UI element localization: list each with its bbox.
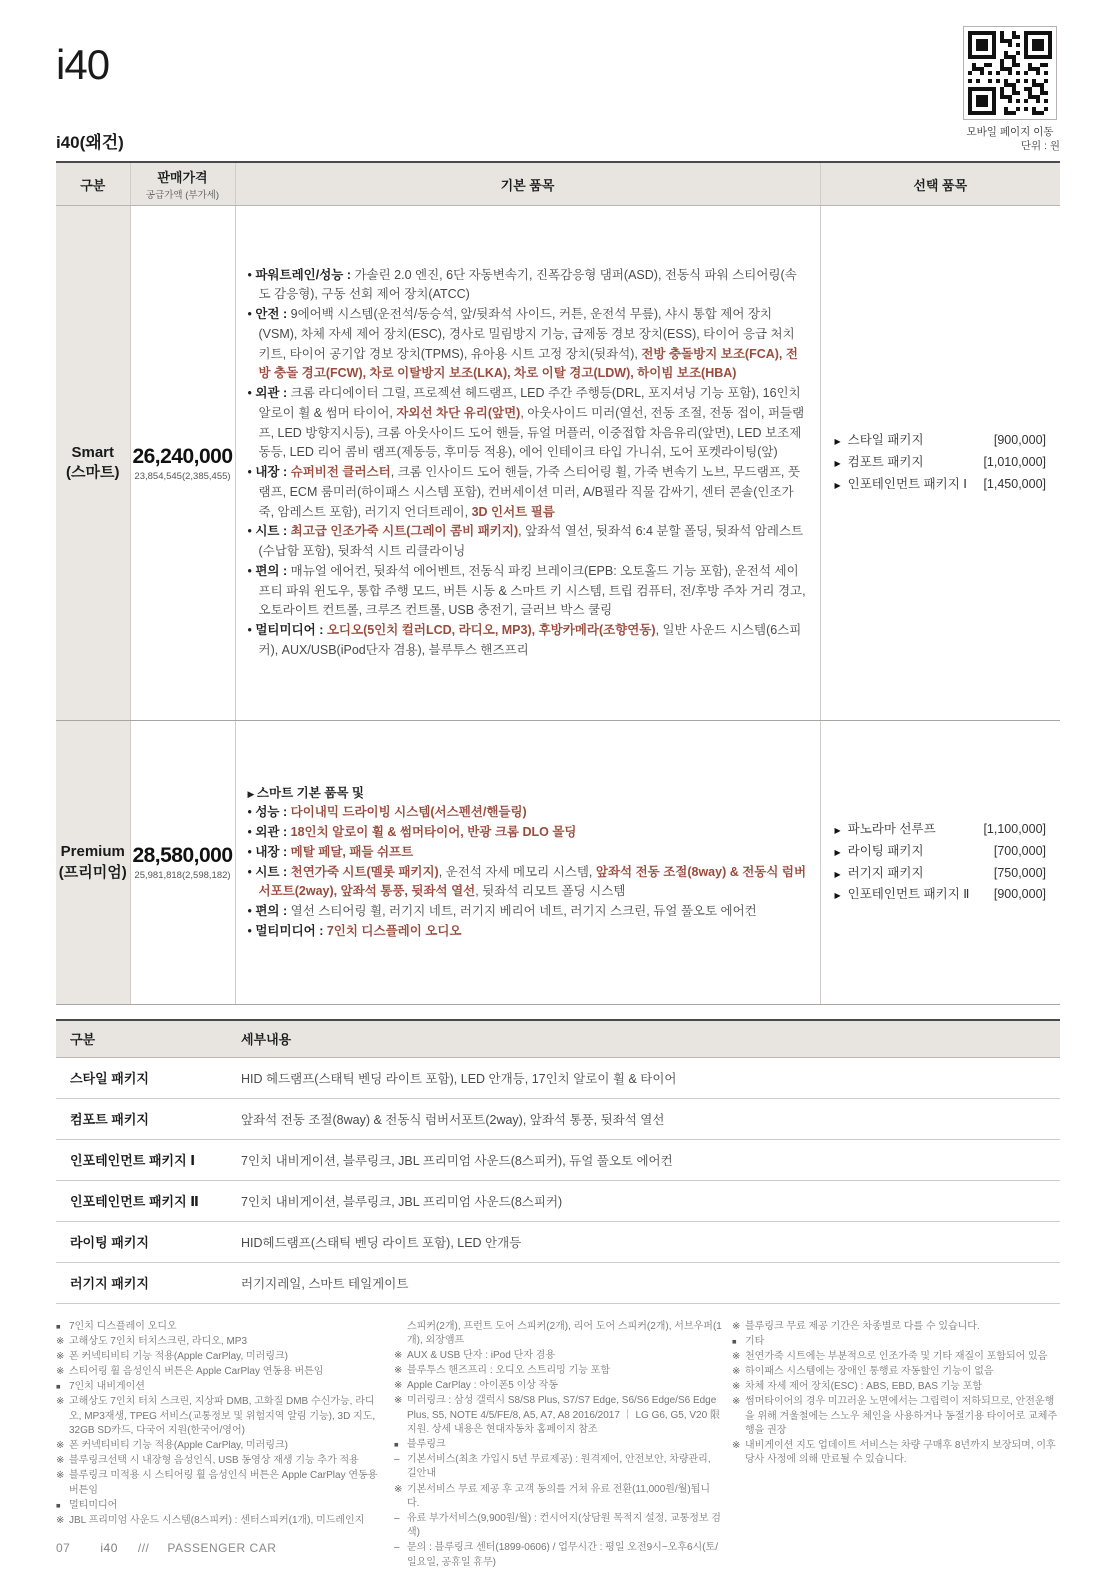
sub-header-row <box>56 128 1060 153</box>
footnote-item <box>394 1364 722 1378</box>
feature-label: 시트 : <box>255 864 291 879</box>
option-price: [700,000] <box>993 843 1046 858</box>
footnote-marker: ■ <box>732 1336 737 1346</box>
header-price <box>130 162 235 206</box>
package-detail-row <box>56 1098 1060 1139</box>
package-detail-row <box>56 1221 1060 1262</box>
triangle-bullet-icon: ▶ <box>834 825 841 835</box>
feature-text: 7인치 디스플레이 오디오 <box>326 923 462 938</box>
footnote-item <box>56 1499 384 1513</box>
footnote-text: 7인치 내비게이션 <box>69 1381 145 1393</box>
price-table <box>56 161 1060 1005</box>
footnote-item <box>56 1335 384 1349</box>
feature-item <box>248 621 808 661</box>
footnote-item <box>56 1365 384 1379</box>
footnote-text: 기본서비스 무료 제공 후 고객 동의를 거쳐 유료 전환(11,000원/월)됩니다. <box>407 1483 711 1509</box>
footnote-text: 블루링크 <box>407 1439 446 1450</box>
footnote-marker: ※ <box>56 1440 65 1451</box>
detail-table-header-row <box>56 1020 1060 1057</box>
option-price: [1,450,000] <box>983 476 1046 491</box>
footnote-marker: ※ <box>56 1350 65 1362</box>
feature-item <box>248 305 808 384</box>
footnote-marker: ※ <box>56 1470 65 1482</box>
trim-price-cell <box>130 721 235 1005</box>
feature-label: 내장 : <box>255 465 291 479</box>
footnote-marker: ※ <box>732 1366 741 1378</box>
qr-caption: 모바일 페이지 이동 <box>966 126 1054 138</box>
page-footer <box>56 1541 276 1555</box>
footnote-text: 하이패스 시스템에는 장애인 통행료 자동할인 기능이 없음 <box>745 1366 994 1378</box>
trim-name-cell <box>56 206 130 721</box>
feature-item <box>248 266 808 306</box>
feature-text: 최고급 인조가죽 시트(그레이 콤비 패키지) <box>290 524 519 539</box>
option-item <box>835 841 1047 863</box>
feature-label: 파워트레인/성능 : <box>255 267 355 282</box>
feature-text: 가솔린 2.0 엔진, 6단 자동변속기, 진폭감응형 댐퍼(ASD), 전동식 파워 스티어링(속도 감응형), 구동 선회 제어 장치(ATCC) <box>258 267 797 302</box>
feature-item <box>248 522 808 562</box>
footer-category: PASSENGER CAR <box>167 1541 277 1555</box>
triangle-bullet-icon: ▶ <box>834 891 841 901</box>
qr-code <box>963 26 1057 120</box>
trim-price-supply: 25,981,818(2,598,182) <box>134 870 231 881</box>
trim-name-cell <box>56 721 130 1005</box>
option-price: [1,010,000] <box>983 455 1046 470</box>
package-detail-table <box>56 1019 1060 1304</box>
footer-model: i40 <box>100 1541 118 1555</box>
footnote-marker: ※ <box>56 1455 65 1467</box>
option-label: 컴포트 패키지 <box>847 455 924 470</box>
footnote-item <box>394 1512 722 1540</box>
footnote-text: 멀티미디어 <box>69 1499 118 1511</box>
footnote-item <box>732 1365 1060 1379</box>
option-label: 라이팅 패키지 <box>847 843 924 858</box>
trim-price-supply: 23,854,545(2,385,455) <box>134 470 231 482</box>
option-item <box>835 452 1047 474</box>
trim-price-cell <box>130 206 235 721</box>
feature-label: 시트 : <box>255 524 291 539</box>
footnote-item <box>56 1439 384 1453</box>
package-name: 인포테인먼트 패키지 Ⅱ <box>56 1180 240 1221</box>
option-label: 인포테인먼트 패키지 Ⅰ <box>847 476 967 491</box>
feature-item <box>248 562 808 621</box>
feature-item <box>248 863 808 903</box>
package-detail-row <box>56 1057 1060 1098</box>
feature-text: , 뒷좌석 리모트 폴딩 시스템 <box>475 884 626 899</box>
footer-slashes: /// <box>137 1541 150 1555</box>
footnote-text: 천연가죽 시트에는 부분적으로 인조가죽 및 기타 재질이 포함되어 있음 <box>745 1350 1048 1362</box>
footnote-text: 7인치 디스플레이 오디오 <box>69 1320 177 1332</box>
feature-text: 천연가죽 시트(멜롯 패키지) <box>290 864 439 879</box>
footnote-item <box>56 1469 384 1497</box>
footnote-marker: ■ <box>56 1500 61 1510</box>
feature-label: 내장 : <box>255 844 291 859</box>
feature-item <box>248 902 808 922</box>
unit-label: 단위 : 원 <box>1020 140 1060 152</box>
feature-item <box>248 384 808 463</box>
option-label: 스타일 패키지 <box>847 433 924 448</box>
feature-label: 안전 : <box>255 307 291 321</box>
footnote-marker: ※ <box>732 1320 741 1332</box>
base-items-cell <box>235 721 820 1005</box>
footnote-text: 미러링크 : 삼성 갤럭시 S8/S8 Plus, S7/S7 Edge, S6/S6 Edge/S6 Edge Plus, S5, NOTE 4/5/FE/8, A5, A7, A8 2016/2017 ｜ LG G6, G5, V20 限 지원. 상세 내용은 현대자동차 홈페이지 참조 <box>407 1395 720 1435</box>
footnote-marker: ■ <box>56 1382 61 1392</box>
footnote-marker: ※ <box>732 1350 741 1362</box>
package-detail-row <box>56 1262 1060 1303</box>
package-detail: 앞좌석 전동 조절(8way) & 전동식 럼버서포트(2way), 앞좌석 통풍, 뒷좌석 열선 <box>240 1098 1060 1139</box>
detail-header-name: 구분 <box>56 1020 240 1057</box>
option-label: 러기지 패키지 <box>847 865 924 880</box>
trim-row <box>56 721 1060 1005</box>
option-price: [900,000] <box>993 887 1046 902</box>
option-item <box>835 819 1047 841</box>
footnote-item <box>394 1349 722 1363</box>
feature-text: 앞좌석 전동 조절(8way) & 전동식 럼버서포트(2way), 앞좌석 통풍, 뒷좌석 열선 <box>258 864 807 899</box>
base-items-intro-text: 스마트 기본 품목 및 <box>256 785 364 800</box>
footnote-marker: ※ <box>394 1483 403 1495</box>
header-trim: 구분 <box>56 162 130 206</box>
footnote-text: 블루링크선택 시 내장형 음성인식, USB 동영상 재생 기능 추가 적용 <box>69 1455 359 1467</box>
footnote-item <box>394 1541 722 1569</box>
triangle-bullet-icon: ▶ <box>247 788 257 799</box>
feature-text: 메탈 페달, 패들 쉬프트 <box>290 844 414 859</box>
package-name: 인포테인먼트 패키지 Ⅰ <box>56 1139 240 1180</box>
qr-code-icon <box>968 31 1052 115</box>
detail-header-detail: 세부내용 <box>240 1020 1060 1057</box>
feature-text: 3D 인서트 필름 <box>471 504 555 519</box>
footnote-text: 문의 : 블루링크 센터(1899-0606) / 업무시간 : 평일 오전9시~오후6시(토/일요일, 공휴일 휴무) <box>407 1542 718 1568</box>
header-base-items: 기본 품목 <box>235 162 820 206</box>
trim-name: Smart <box>71 443 115 461</box>
footnote-column <box>394 1320 722 1571</box>
feature-label: 성능 : <box>255 805 291 820</box>
feature-item <box>248 843 808 863</box>
footnote-text: 블루투스 핸즈프리 : 오디오 스트리밍 기능 포함 <box>407 1365 610 1377</box>
footnote-text: 유료 부가서비스(9,900원/월) : 컨시어지(상담원 목적지 설정, 교통정보 검색) <box>407 1512 721 1539</box>
package-name: 러기지 패키지 <box>56 1262 240 1303</box>
bullet-icon: • <box>247 563 256 578</box>
trim-price: 26,240,000 <box>132 444 233 468</box>
triangle-bullet-icon: ▶ <box>834 437 841 447</box>
feature-label: 외관 : <box>255 825 291 839</box>
optional-items-cell <box>820 206 1060 721</box>
footnote-text: 폰 커넥티비티 기능 적용(Apple CarPlay, 미러링크) <box>69 1350 288 1362</box>
feature-item <box>248 463 808 522</box>
base-items-intro <box>248 784 808 804</box>
footnote-text: 스피커(2개), 프런트 도어 스피커(2개), 리어 도어 스피커(2개), 서브우퍼(1개), 외장앰프 <box>407 1320 722 1346</box>
feature-item <box>248 922 808 942</box>
footnote-marker: – <box>394 1454 400 1466</box>
trim-name: Premium <box>60 843 125 861</box>
footnote-text: 기본서비스(최초 가입시 5년 무료제공) : 원격제어, 안전보안, 차량관리, 길안내 <box>407 1454 711 1480</box>
footnote-text: 폰 커넥티비티 기능 적용(Apple CarPlay, 미러링크) <box>69 1440 288 1451</box>
footnote-item <box>394 1320 722 1348</box>
price-table-header-row <box>56 162 1060 206</box>
package-name: 라이팅 패키지 <box>56 1221 240 1262</box>
trim-name-kr: (프리미엄) <box>58 863 127 881</box>
feature-label: 외관 : <box>255 386 291 400</box>
footnote-marker: ※ <box>56 1366 65 1378</box>
footnote-item <box>56 1320 384 1334</box>
package-detail: 7인치 내비게이션, 블루링크, JBL 프리미엄 사운드(8스피커), 듀얼 풀오토 에어컨 <box>240 1139 1060 1180</box>
optional-items-cell <box>820 721 1060 1005</box>
bullet-icon: • <box>247 825 256 839</box>
feature-text: 슈퍼비전 클러스터 <box>290 465 391 479</box>
footnote-item <box>394 1379 722 1393</box>
feature-text: 열선 스티어링 휠, 러기지 네트, 러기지 베리어 네트, 러기지 스크린, 듀얼 풀오토 에어컨 <box>290 904 757 918</box>
footnote-text: AUX & USB 단자 : iPod 단자 겸용 <box>407 1349 555 1361</box>
bullet-icon: • <box>247 923 256 938</box>
triangle-bullet-icon: ▶ <box>834 480 841 490</box>
trim-name-kr: (스마트) <box>66 464 120 481</box>
footnote-marker: ※ <box>732 1396 741 1408</box>
triangle-bullet-icon: ▶ <box>834 847 841 857</box>
footnote-item <box>394 1453 722 1481</box>
feature-label: 편의 : <box>255 563 291 578</box>
package-detail: HID 헤드램프(스태틱 벤딩 라이트 포함), LED 안개등, 17인치 알로이 휠 & 타이어 <box>240 1057 1060 1098</box>
feature-label: 편의 : <box>255 904 291 918</box>
footnote-item <box>732 1439 1060 1467</box>
trim-row <box>56 206 1060 721</box>
footnote-marker: ※ <box>394 1395 403 1407</box>
package-detail-row <box>56 1139 1060 1180</box>
footnote-text: JBL 프리미엄 사운드 시스템(8스피커) : 센터스피커(1개), 미드레인지 <box>69 1514 365 1526</box>
footnote-column <box>56 1320 384 1571</box>
feature-text: , 일반 사운드 시스템(6스피커), AUX/USB(iPod단자 겸용), 블루투스 핸즈프리 <box>258 623 802 657</box>
bullet-icon: • <box>247 386 256 400</box>
feature-item <box>248 823 808 843</box>
feature-text: 크롬 라디에이터 그릴, 프로젝션 헤드램프, LED 주간 주행등(DRL, 포지셔닝 기능 포함), 16인치 알로이 휠 & 썸머 타이어, <box>258 386 801 420</box>
footnote-text: 고해상도 7인치 터치스크린, 라디오, MP3 <box>69 1335 248 1347</box>
footnote-item <box>394 1438 722 1452</box>
header-price-sub: 공급가액 (부가세) <box>145 190 220 201</box>
package-detail: 러기지레일, 스마트 테일게이트 <box>240 1262 1060 1303</box>
footnote-item <box>56 1454 384 1468</box>
footnote-marker: – <box>394 1542 400 1554</box>
footnote-text: Apple CarPlay : 아이폰5 이상 작동 <box>407 1380 558 1392</box>
footnote-text: 스티어링 휠 음성인식 버튼은 Apple CarPlay 연동용 버튼임 <box>69 1366 324 1378</box>
package-name: 컴포트 패키지 <box>56 1098 240 1139</box>
footnote-item <box>732 1395 1060 1438</box>
bullet-icon: • <box>247 864 256 879</box>
option-price: [1,100,000] <box>983 821 1046 836</box>
footnote-marker: ■ <box>394 1440 399 1449</box>
footnote-text: 블루링크 미적용 시 스티어링 휠 음성인식 버튼은 Apple CarPlay 연동용 버튼임 <box>69 1470 378 1496</box>
feature-text: 매뉴얼 에어컨, 뒷좌석 에어벤트, 전동식 파킹 브레이크(EPB: 오토홀드 기능 포함), 운전석 세이프티 파워 윈도우, 통합 주행 모드, 버튼 시동 & 스마트 키 시스템, 트립 컴퓨터, 전/후방 주차 거리 경고, 오토라이트 컨트롤, 크루즈 컨트롤, USB 충전기, 글러브 박스 쿨링 <box>258 563 806 618</box>
header-optional-items: 선택 품목 <box>820 162 1060 206</box>
footnote-marker: – <box>394 1512 400 1524</box>
option-label: 인포테인먼트 패키지 Ⅱ <box>847 887 970 902</box>
qr-block <box>960 26 1060 139</box>
feature-text: 전방 충돌방지 보조(FCA), 전방 충돌 경고(FCW), 차로 이탈방지 보조(LKA), 차로 이탈 경고(LDW), 하이빔 보조(HBA) <box>258 346 798 381</box>
footnote-column <box>732 1320 1060 1571</box>
package-name: 스타일 패키지 <box>56 1057 240 1098</box>
option-price: [750,000] <box>993 865 1046 880</box>
footnote-item <box>732 1350 1060 1364</box>
page-title: i40 <box>56 41 110 88</box>
footnote-text: 차체 자세 제어 장치(ESC) : ABS, EBD, BAS 기능 포함 <box>745 1381 983 1393</box>
option-item <box>835 863 1047 885</box>
feature-text: 다이내믹 드라이빙 시스템(서스펜션/핸들링) <box>290 805 527 820</box>
option-price: [900,000] <box>993 433 1046 448</box>
feature-text: 자외선 차단 유리(앞면) <box>396 405 521 420</box>
bullet-icon: • <box>247 805 256 820</box>
footnote-item <box>56 1514 384 1528</box>
footnote-text: 기타 <box>745 1335 765 1347</box>
footnote-marker: ■ <box>56 1321 61 1331</box>
option-item <box>835 430 1047 452</box>
footnote-text: 고해상도 7인치 터치 스크린, 지상파 DMB, 고화질 DMB 수신가능, 라디오, MP3재생, TPEG 서비스(교통정보 및 위험지역 알림 기능), 3D 지도, 32GB SD카드, 다국어 지원(한국어/영어) <box>69 1396 376 1436</box>
footnote-item <box>56 1380 384 1394</box>
footnote-item <box>394 1394 722 1437</box>
footnote-item <box>732 1320 1060 1334</box>
footnote-item <box>56 1350 384 1364</box>
trim-price: 28,580,000 <box>132 844 233 867</box>
option-item <box>835 884 1047 906</box>
package-detail: HID헤드램프(스태틱 벤딩 라이트 포함), LED 안개등 <box>240 1221 1060 1262</box>
feature-text: 9에어백 시스템(운전석/동승석, 앞/뒷좌석 사이드, 커튼, 운전석 무릎), 샤시 통합 제어 장치(VSM), 차체 자세 제어 장치(ESC), 경사로 밀림방지 기능, 급제동 경보 장치(ESS), 타이어 응급 처치 키트, 타이어 공기압 경보 장치(TPMS), 유아용 시트 고정 장치(뒷좌석), <box>258 307 795 361</box>
feature-text: , 운전석 자세 메모리 시스템, <box>438 864 596 879</box>
bullet-icon: • <box>247 524 256 539</box>
bullet-icon: • <box>247 904 256 918</box>
footnote-item <box>56 1395 384 1438</box>
footnote-marker: ※ <box>394 1365 403 1377</box>
footnote-item <box>394 1483 722 1511</box>
footnote-marker: ※ <box>732 1381 741 1393</box>
feature-text: , 크롬 인사이드 도어 핸들, 가죽 스티어링 휠, 가죽 변속기 노브, 무드램프, 풋램프, ECM 룸미러(하이패스 시스템 포함), 컨버세이션 미러, A/B필라 직물 감싸기, 센터 콘솔(인조가죽, 암레스트 포함), 러기지 언더트레이, <box>258 465 800 519</box>
footnote-marker <box>394 1320 407 1348</box>
footnote-marker: ※ <box>394 1349 403 1361</box>
footnote-text: 블루링크 무료 제공 기간은 차종별로 다를 수 있습니다. <box>745 1320 980 1332</box>
footnote-text: 내비게이션 지도 업데이트 서비스는 차량 구매후 8년까지 보장되며, 이후 당사 사정에 의해 만료될 수 있습니다. <box>745 1440 1056 1466</box>
option-item <box>835 474 1047 496</box>
triangle-bullet-icon: ▶ <box>834 869 841 879</box>
bullet-icon: • <box>247 623 256 637</box>
footnotes <box>56 1320 1060 1571</box>
footnote-text: 썸머타이어의 경우 미끄러운 노면에서는 그립력이 저하되므로, 안전운행을 위해 겨울철에는 스노우 체인을 사용하거나 동절기용 타이어로 교체주행을 권장 <box>745 1396 1058 1436</box>
option-label: 파노라마 선루프 <box>847 821 936 836</box>
package-detail-row <box>56 1180 1060 1221</box>
triangle-bullet-icon: ▶ <box>834 459 841 469</box>
model-subtitle: i40(왜건) <box>56 133 124 152</box>
footnote-item <box>732 1380 1060 1394</box>
header-price-main: 판매가격 <box>157 170 208 185</box>
bullet-icon: • <box>247 267 256 282</box>
feature-text: , 아웃사이드 미러(열선, 전동 조절, 전동 접이, 퍼들램프, LED 방향지시등), 크롬 아웃사이드 도어 핸들, 듀얼 머플러, 이중접합 차음유리(앞면), LED 보조제동등, LED 리어 콤비 램프(제동등, 후미등 적용), 에어 인테이크 타입 가니쉬, 도어 포켓라이팅(앞) <box>258 405 805 460</box>
footnote-marker: ※ <box>732 1440 741 1451</box>
base-items-cell <box>235 206 820 721</box>
footer-page-number: 07 <box>56 1541 71 1555</box>
feature-text: 18인치 알로이 휠 & 썸머타이어, 반광 크롬 DLO 몰딩 <box>290 825 577 839</box>
package-detail: 7인치 내비게이션, 블루링크, JBL 프리미엄 사운드(8스피커) <box>240 1180 1060 1221</box>
bullet-icon: • <box>247 465 256 479</box>
feature-label: 멀티미디어 : <box>255 923 327 938</box>
bullet-icon: • <box>247 307 256 321</box>
footnote-marker: ※ <box>394 1380 403 1392</box>
feature-item <box>248 803 808 823</box>
bullet-icon: • <box>247 844 256 859</box>
footnote-item <box>732 1335 1060 1349</box>
footnote-marker: ※ <box>56 1396 65 1408</box>
feature-text: 오디오(5인치 컬러LCD, 라디오, MP3), 후방카메라(조향연동) <box>326 623 656 637</box>
feature-text: , 앞좌석 열선, 뒷좌석 6:4 분할 폴딩, 뒷좌석 암레스트(수납함 포함), 뒷좌석 시트 리클라이닝 <box>258 524 804 558</box>
footnote-marker: ※ <box>56 1514 65 1526</box>
feature-label: 멀티미디어 : <box>255 623 327 637</box>
footnote-marker: ※ <box>56 1335 65 1347</box>
